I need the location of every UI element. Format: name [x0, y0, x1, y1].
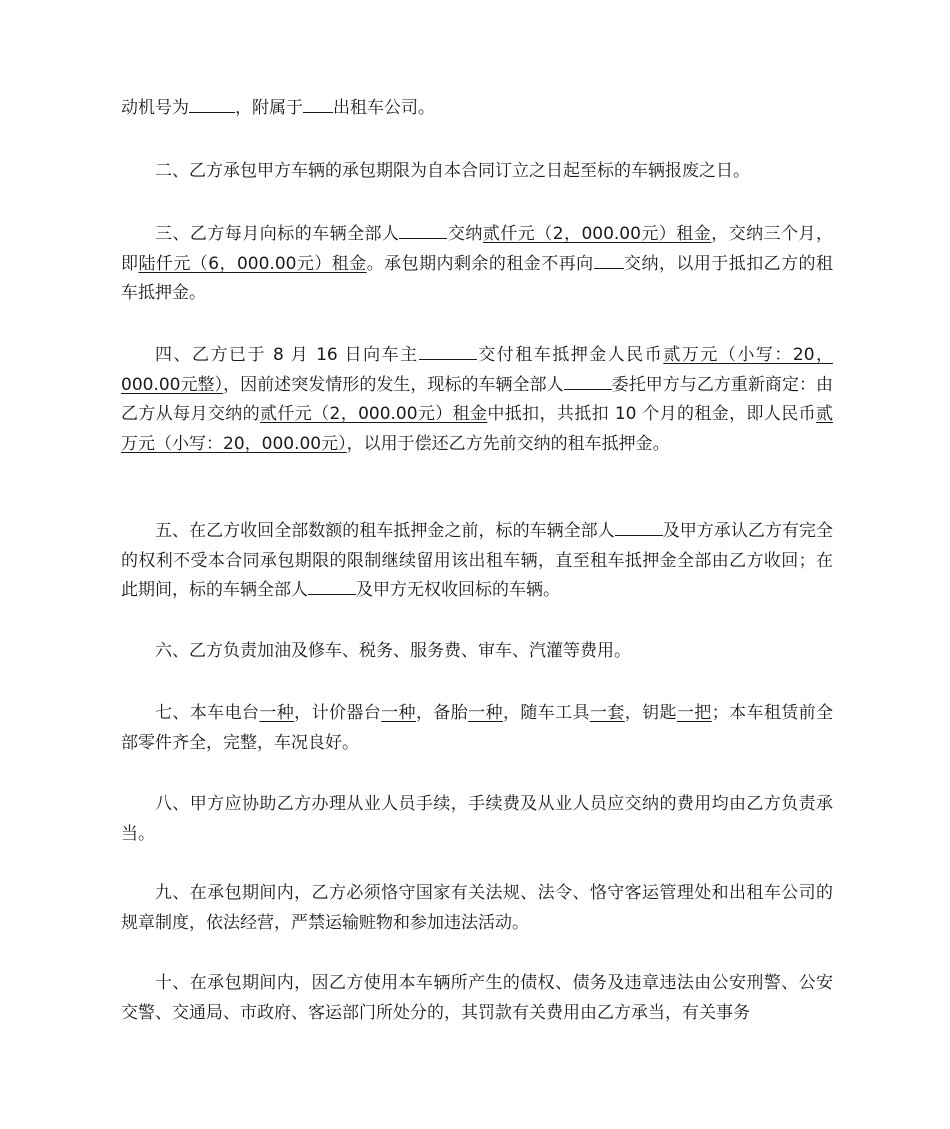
paragraph-text: ，附属于	[235, 98, 303, 118]
fill-in-blank	[594, 251, 624, 269]
paragraph-5-retention-right	[121, 517, 833, 606]
underlined-filled-value: 贰万元（小写：20，000.00元）	[121, 404, 833, 454]
fill-in-blank	[399, 221, 447, 239]
paragraph-text: 及甲方承认乙方有完全的权利不受本合同承包期限的限制继续留用该出租车辆，直至租车抵押金全部由乙方收回；在此期间，标的车辆全部人	[121, 521, 834, 600]
underlined-filled-value: 陆仟元（6，000.00元）租金	[138, 253, 367, 274]
paragraph-text: 五、在乙方收回全部数额的租车抵押金之前，标的车辆全部人	[155, 521, 615, 541]
paragraph-text: ，钥匙	[624, 703, 677, 723]
paragraph-text: 二、乙方承包甲方车辆的承包期限为自本合同订立之日起至标的车辆报废之日。	[155, 161, 750, 181]
paragraph-text: 交纳，以用于抵扣乙方的租车抵押金。	[121, 253, 834, 303]
fill-in-blank	[303, 95, 333, 113]
fill-in-blank	[308, 577, 356, 595]
paragraph-text: 八、甲方应协助乙方办理从业人员手续，手续费及从业人员应交纳的费用均由乙方负责承当。	[121, 794, 833, 844]
underlined-filled-value: 一种	[381, 703, 416, 723]
paragraph-text: ，随车工具	[502, 703, 590, 723]
paragraph-3-monthly-rent	[121, 220, 833, 309]
paragraph-text: 出租车公司。	[333, 98, 435, 118]
underlined-filled-value: 贰万元（小写：20，000.00元整）	[121, 345, 834, 395]
paragraph-text: ，交纳三个月，即	[121, 224, 834, 274]
underlined-filled-value: 一种	[259, 703, 295, 723]
paragraph-text: 七、本车电台	[155, 703, 260, 723]
underlined-filled-value: 贰仟元（2，000.00元）租金	[260, 404, 488, 424]
paragraph-9-regulations	[121, 879, 833, 938]
paragraph-text: 及甲方无权收回标的车辆。	[356, 580, 560, 600]
paragraph-text: 九、在承包期间内，乙方必须恪守国家有关法规、法令、恪守客运管理处和出租车公司的规章制度，依法经营，严禁运输赃物和参加违法活动。	[121, 883, 833, 933]
paragraph-4-deposit	[121, 341, 833, 459]
paragraph-text: 三、乙方每月向标的车辆全部人	[155, 224, 400, 244]
fill-in-blank	[564, 372, 612, 390]
paragraph-engine-number	[121, 94, 833, 124]
paragraph-10-liabilities	[121, 969, 833, 1028]
paragraph-text: ，以用于偿还乙方先前交纳的租车抵押金。	[346, 433, 670, 454]
paragraph-7-equipment	[121, 699, 833, 758]
fill-in-blank	[189, 95, 235, 113]
underlined-filled-value: 贰仟元（2，000.00元）租金	[482, 224, 712, 244]
paragraph-text: 交纳	[447, 224, 483, 244]
paragraph-text: 十、在承包期间内，因乙方使用本车辆所产生的债权、债务及违章违法由公安刑警、公安交警、交通局、市政府、客运部门所处分的，其罚款有关费用由乙方承当，有关事务	[121, 973, 833, 1023]
paragraph-text: 。承包期内剩余的租金不再向	[366, 253, 594, 274]
fill-in-blank	[615, 518, 663, 536]
paragraph-text: ；本车租赁前全部零件齐全，完整，车况良好。	[121, 703, 834, 753]
paragraph-text: 中抵扣，共抵扣 10 个月的租金，即人民币	[487, 404, 816, 424]
paragraph-6-fees	[121, 637, 833, 667]
paragraph-text: 交付租车抵押金人民币	[476, 345, 664, 365]
paragraph-text: 六、乙方负责加油及修车、税务、服务费、审车、汽灌等费用。	[155, 641, 631, 661]
paragraph-2-contract-term	[121, 157, 833, 187]
paragraph-text: 委托甲方与乙方重新商定：由乙方从每月交纳的	[121, 374, 834, 424]
paragraph-text: ，因前述突发情形的发生，现标的车辆全部人	[223, 374, 564, 395]
paragraph-text: 四、乙方已于 8 月 16 日向车主	[155, 345, 419, 365]
underlined-filled-value: 一套	[589, 703, 625, 723]
fill-in-blank	[419, 342, 477, 360]
paragraph-text: ，备胎	[415, 703, 469, 723]
underlined-filled-value: 一把	[676, 703, 712, 723]
paragraph-text: 动机号为	[121, 98, 189, 118]
paragraph-text: ，计价器台	[294, 703, 382, 723]
paragraph-8-staff-procedures	[121, 790, 833, 849]
underlined-filled-value: 一种	[468, 703, 503, 723]
